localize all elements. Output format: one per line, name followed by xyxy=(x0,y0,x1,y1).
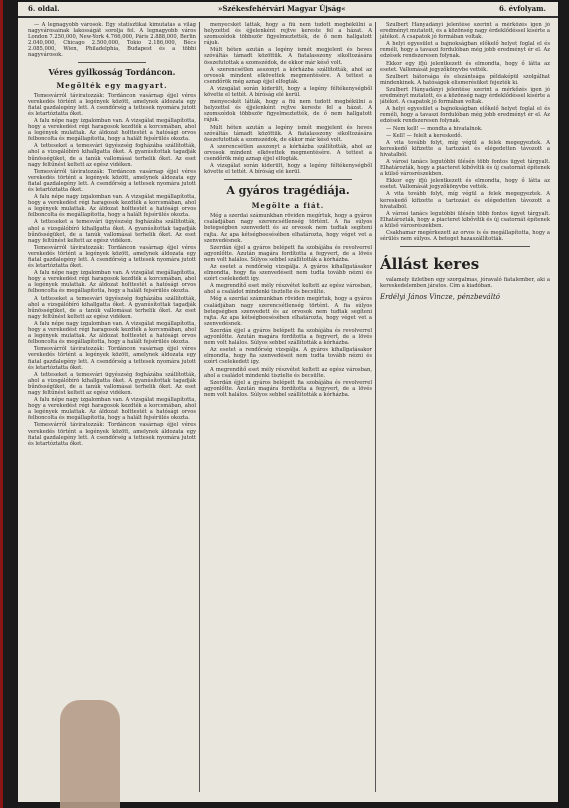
article-paragraph: A megrendítő eset mély részvétet keltett az egész városban, ahol a családot mindenki tisztelte és becsülte. xyxy=(204,366,372,379)
article-paragraph: Szulbert Hányadányi jelentése szerint a mérkőzés igen jó eredményt mutatott, és a közönség nagy érdeklődéssel kísérte a játékot. A csapatok jó formában voltak. xyxy=(380,22,550,41)
advertisement-headline: Állást keres xyxy=(380,255,480,274)
article-paragraph: A vizsgálat során kiderült, hogy a legény féltékenységből követte el tettét. A bíróság elé kerül. xyxy=(204,163,372,176)
advertisement-signature: Erdélyi János Vincze, pénzbeváltó xyxy=(380,293,500,302)
article-paragraph: Szerdán éjjel a gyáros belépett fia szobájába és revolverrel agyonlőtte. Azután magára fordította a fegyvert, de a lövés nem volt halálos. Súlyos sebbel szállították a kórházba. xyxy=(204,244,372,263)
column-3 xyxy=(380,22,550,792)
article-paragraph: Múlt héten azután a legény ismét megjelent és heves szóváltás támadt közöttük. A fiatalasszony sikoltozására összefutottak a szomszédok, de ekkor már késő volt. xyxy=(204,47,372,66)
article-paragraph: A városi tanács legutóbbi ülésén több fontos ügyet tárgyalt. Elhatározták, hogy a piacteret kibővítik és új csatornát építenek a külső városrészekben. xyxy=(380,210,550,229)
article-paragraph: — A legnagyobb városok. Egy statisztikai kimutatás a világ nagyvárosainak lakosságát sorolja fel. A legnagyobb város London 7.250,000, New-York 4.766,000, Páris 2.888,000, Berlin 2.040,000, Chicago 2.500,000, Tokio 2.186,000, Bécs 2.085,000, Wien, Philadelphia, Budapest és a többi nagyvárosok. xyxy=(28,22,196,59)
divider xyxy=(224,179,352,180)
article-paragraph: A tetteseket a temesvári ügyészség fogházába szállították, ahol a vizsgálóbíró kihallgatta őket. A gyanúsítottak tagadják bűnösségüket, de a tanúk vallomásai terhelik őket. Az eset nagy feltűnést keltett az egész vidéken. xyxy=(28,143,196,168)
article-paragraph: A vizsgálat során kiderült, hogy a legény féltékenységből követte el tettét. A bíróság elé kerül. xyxy=(204,85,372,99)
article-paragraph: menyecskét látták, hogy a fiú nem tudott megbékülni a helyzettel és éjjelenként rejtve kereste fel a házat. A szomszédok többször figyelmeztették, de ő nem hallgatott rájuk. xyxy=(204,22,372,47)
column-2 xyxy=(204,22,372,792)
article-paragraph: A vita tovább folyt, míg végül a felek megegyeztek. A kereskedő kifizette a tartozást és elégedetten távozott a hivatalból. xyxy=(380,191,550,210)
article-subheadline: Megölte a fiát. xyxy=(251,201,325,211)
article-paragraph: A szerencsétlen asszonyt a kórházba szállították, ahol az orvosok mindent elkövettek megmentésére. A tettest a csendőrök még aznap éjjel elfogták. xyxy=(204,143,372,162)
article-paragraph: Temesvárról táviratozzák: Tordáncon vasárnap éjjel véres verekedés történt a legények között, amelynek áldozata egy fiatal gazdalegény lett. A csendőrség a tettesek nyomára jutott és letartóztatta őket. xyxy=(28,422,196,447)
newspaper-title: »Székesfehérvári Magyar Újság« xyxy=(218,4,346,13)
article-paragraph: — Nem kell! — mondta a hivatalnok. xyxy=(386,125,483,132)
article-paragraph: Ekkor egy ifjú jelentkezett és elmondta, hogy ő látta az esetet. Vallomását jegyzőkönyvbe vették. xyxy=(380,60,550,73)
column-rule xyxy=(375,22,376,792)
article-paragraph: A falu népe nagy izgalomban van. A vizsgálat megállapította, hogy a verekedést régi haragosok kezdték a korcsmában, ahol a legények mulattak. Az áldozat holttestét a hatósági orvos felboncolta és megállapította, hogy a halált fejsérülés okozta. xyxy=(28,320,196,346)
article-paragraph: Az esetet a rendőrség vizsgálja. A gyáros kihallgatásakor elmondta, hogy fia szenvedéseit nem tudta tovább nézni és ezért cselekedett így. xyxy=(204,264,372,283)
divider xyxy=(400,246,530,247)
newspaper-page xyxy=(18,2,558,802)
article-paragraph: A tetteseket a temesvári ügyészség fogházába szállították, ahol a vizsgálóbíró kihallgatta őket. A gyanúsítottak tagadják bűnösségüket, de a tanúk vallomásai terhelik őket. Az eset nagy feltűnést keltett az egész vidéken. xyxy=(28,371,196,396)
scan-edge xyxy=(0,0,3,808)
article-paragraph: A helyi egyesület a bajnokságban előkelő helyet foglal el és reméli, hogy a tavaszi fordulóban még jobb eredményt ér el. Az edzések rendszeresen folynak. xyxy=(380,41,550,60)
article-paragraph: Múlt héten azután a legény ismét megjelent és heves szóváltás támadt közöttük. A fiatalasszony sikoltozására összefutottak a szomszédok, de ekkor már késő volt. xyxy=(204,124,372,143)
scanner-thumb xyxy=(60,700,120,808)
article-paragraph: Temesvárról táviratozzák: Tordáncon vasárnap éjjel véres verekedés történt a legények között, amelynek áldozata egy fiatal gazdalegény lett. A csendőrség a tettesek nyomára jutott és letartóztatta őket. xyxy=(28,244,196,270)
article-paragraph: A falu népe nagy izgalomban van. A vizsgálat megállapította, hogy a verekedést régi haragosok kezdték a korcsmában, ahol a legények mulattak. Az áldozat holttestét a hatósági orvos felboncolta és megállapította, hogy a halált fejsérülés okozta. xyxy=(28,194,196,219)
advertisement-text: valamely üzletben egy szorgalmas, jóravaló fiatalember, aki a kereskedelemben járatos. Cím a kiadóban. xyxy=(380,277,550,290)
article-subheadline: Megölték egy magyart. xyxy=(56,80,168,90)
article-paragraph: Temesvárról táviratozzák: Tordáncon vasárnap éjjel véres verekedés történt a legények között, amelynek áldozata egy fiatal gazdalegény lett. A csendőrség a tettesek nyomára jutott és letartóztatta őket. xyxy=(28,168,196,193)
page-number: 6. oldal. xyxy=(28,4,60,13)
article-paragraph: Csakhamar megérkezett az orvos is és megállapította, hogy a sérülés nem súlyos. A beteget hazaszállították. xyxy=(380,230,550,243)
article-headline: Véres gyilkosság Tordáncon. xyxy=(48,66,176,77)
article-paragraph: — Kell! — felelt a kereskedő. xyxy=(386,132,463,139)
article-paragraph: A falu népe nagy izgalomban van. A vizsgálat megállapította, hogy a verekedést régi haragosok kezdték a korcsmában, ahol a legények mulattak. Az áldozat holttestét a hatósági orvos felboncolta és megállapította, hogy a halált fejsérülés okozta. xyxy=(28,270,196,295)
article-paragraph: A falu népe nagy izgalomban van. A vizsgálat megállapította, hogy a verekedést régi haragosok kezdték a korcsmában, ahol a legények mulattak. Az áldozat holttestét a hatósági orvos felboncolta és megállapította, hogy a halált fejsérülés okozta. xyxy=(28,117,196,143)
article-paragraph: A helyi egyesület a bajnokságban előkelő helyet foglal el és reméli, hogy a tavaszi fordulóban még jobb eredményt ér el. Az edzések rendszeresen folynak. xyxy=(380,106,550,125)
article-paragraph: Temesvárról táviratozzák: Tordáncon vasárnap éjjel véres verekedés történt a legények között, amelynek áldozata egy fiatal gazdalegény lett. A csendőrség a tettesek nyomára jutott és letartóztatta őket. xyxy=(28,346,196,371)
article-paragraph: A megrendítő eset mély részvétet keltett az egész városban, ahol a családot mindenki tisztelte és becsülte. xyxy=(204,283,372,296)
masthead xyxy=(18,2,558,18)
divider xyxy=(78,62,146,63)
article-paragraph: Szerdán éjjel a gyáros belépett fia szobájába és revolverrel agyonlőtte. Azután magára fordította a fegyvert, de a lövés nem volt halálos. Súlyos sebbel szállították a kórházba. xyxy=(204,379,372,398)
article-paragraph: A falu népe nagy izgalomban van. A vizsgálat megállapította, hogy a verekedést régi haragosok kezdték a korcsmában, ahol a legények mulattak. Az áldozat holttestét a hatósági orvos felboncolta és megállapította, hogy a halált fejsérülés okozta. xyxy=(28,397,196,422)
article-paragraph: A vita tovább folyt, míg végül a felek megegyeztek. A kereskedő kifizette a tartozást és elégedetten távozott a hivatalból. xyxy=(380,139,550,158)
article-paragraph: A városi tanács legutóbbi ülésén több fontos ügyet tárgyalt. Elhatározták, hogy a piacteret kibővítik és új csatornát építenek a külső városrészekben. xyxy=(380,158,550,178)
article-paragraph: Szerdán éjjel a gyáros belépett fia szobájába és revolverrel agyonlőtte. Azután magára fordította a fegyvert, de a lövés nem volt halálos. Súlyos sebbel szállították a kórházba. xyxy=(204,327,372,347)
article-paragraph: Temesvárról táviratozzák: Tordáncon vasárnap éjjel véres verekedés történt a legények között, amelynek áldozata egy fiatal gazdalegény lett. A csendőrség a tettesek nyomára jutott és letartóztatta őket. xyxy=(28,92,196,117)
volume-number: 6. évfolyam. xyxy=(498,4,546,13)
article-paragraph: Még a szerdai számunkban röviden megírtuk, hogy a gyáros családjában nagy szerencsétlenség történt. A fia súlyos betegségben szenvedett és az orvosok nem tudtak segíteni rajta. Az apa kétségbeesésében elhatározta, hogy véget vet a szenvedésnek. xyxy=(204,296,372,327)
column-rule xyxy=(199,22,200,792)
article-paragraph: A tetteseket a temesvári ügyészség fogházába szállították, ahol a vizsgálóbíró kihallgatta őket. A gyanúsítottak tagadják bűnösségüket, de a tanúk vallomásai terhelik őket. Az eset nagy feltűnést keltett az egész vidéken. xyxy=(28,219,196,244)
article-paragraph: Ekkor egy ifjú jelentkezett és elmondta, hogy ő látta az esetet. Vallomását jegyzőkönyvbe vették. xyxy=(380,178,550,191)
article-paragraph: A szerencsétlen asszonyt a kórházba szállították, ahol az orvosok mindent elkövettek megmentésére. A tettest a csendőrök még aznap éjjel elfogták. xyxy=(204,66,372,85)
article-paragraph: Az esetet a rendőrség vizsgálja. A gyáros kihallgatásakor elmondta, hogy fia szenvedéseit nem tudta tovább nézni és ezért cselekedett így. xyxy=(204,347,372,366)
article-paragraph: Szulbert Hányadányi jelentése szerint a mérkőzés igen jó eredményt mutatott, és a közönség nagy érdeklődéssel kísérte a játékot. A csapatok jó formában voltak. xyxy=(380,86,550,106)
article-headline: A gyáros tragédiája. xyxy=(226,184,350,198)
article-paragraph: Még a szerdai számunkban röviden megírtuk, hogy a gyáros családjában nagy szerencsétlenség történt. A fia súlyos betegségben szenvedett és az orvosok nem tudtak segíteni rajta. Az apa kétségbeesésében elhatározta, hogy véget vet a szenvedésnek. xyxy=(204,213,372,244)
article-paragraph: Szulbert bátorsága és elszántsága példaképül szolgálhat mindenkinek. A hatóságok elismerésüket fejezték ki. xyxy=(380,73,550,86)
article-paragraph: A tetteseket a temesvári ügyészség fogházába szállították, ahol a vizsgálóbíró kihallgatta őket. A gyanúsítottak tagadják bűnösségüket, de a tanúk vallomásai terhelik őket. Az eset nagy feltűnést keltett az egész vidéken. xyxy=(28,295,196,320)
article-paragraph: menyecskét látták, hogy a fiú nem tudott megbékülni a helyzettel és éjjelenként rejtve kereste fel a házat. A szomszédok többször figyelmeztették, de ő nem hallgatott rájuk. xyxy=(204,99,372,124)
column-1 xyxy=(28,22,196,792)
